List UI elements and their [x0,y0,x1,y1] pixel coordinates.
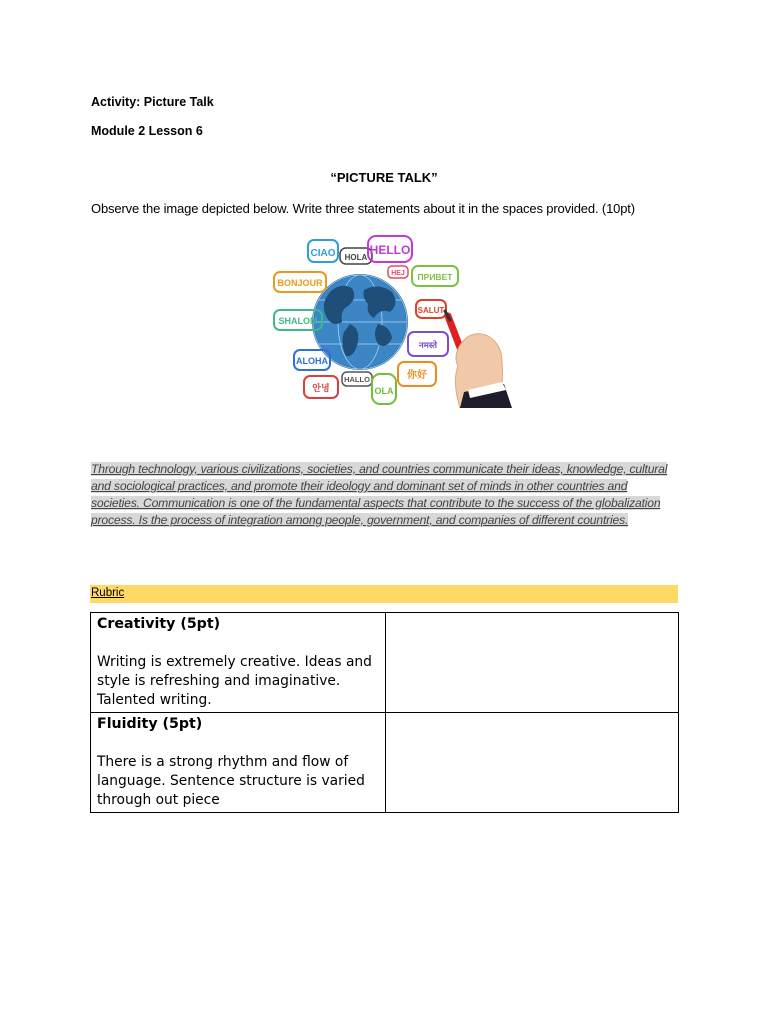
module-lesson-heading: Module 2 Lesson 6 [91,124,203,138]
greeting-word: 你好 [407,370,427,381]
answer-paragraph [91,461,671,529]
rubric-answer-cell[interactable] [385,613,679,713]
greeting-word: HELLO [369,243,411,257]
criterion-description: Writing is extremely creative. Ideas and style is refreshing and imaginative. Talented writing. [97,654,372,708]
criterion-title: Creativity (5pt) [97,616,221,632]
greeting-word: ALOHA [296,356,328,366]
table-row [91,713,679,813]
answer-text: Through technology, various civilizations, societies, and countries communicate their ideas, knowledge, cultural and sociological practices, and promote their ideology and dominant set of minds in other countries and societies. Communication is one of the fundamental aspects that contribute to the success of the globalization process. Is the process of integration among people, government, and companies of different countries. [91,462,668,527]
greeting-word: HALLO [344,375,370,384]
greeting-word: CIAO [310,248,336,259]
rubric-criterion-cell [91,713,386,813]
globe-icon [313,275,407,369]
criterion-title: Fluidity (5pt) [97,716,203,732]
greeting-word: SHALOM [278,316,318,326]
instructions-text: Observe the image depicted below. Write three statements about it in the spaces provided. (10pt) [91,201,635,216]
rubric-table [90,612,679,813]
greeting-word: HEJ [391,270,405,277]
greeting-word: HOLA [344,253,368,262]
table-row [91,613,679,713]
page-title: “PICTURE TALK” [330,170,438,185]
greeting-word: 안녕 [312,383,330,393]
greeting-word: नमस्ते [419,340,437,350]
rubric-answer-cell[interactable] [385,713,679,813]
criterion-description: There is a strong rhythm and flow of language. Sentence structure is varied through out piece [97,754,365,808]
activity-title: Activity: Picture Talk [91,95,214,109]
greeting-word: BONJOUR [277,278,323,288]
greeting-word: OLA [374,386,394,396]
rubric-criterion-cell [91,613,386,713]
rubric-label: Rubric [91,587,125,599]
rubric-header-bar [90,585,678,603]
globe-greetings-illustration [212,232,564,408]
greeting-word: ПРИВЕТ [417,272,453,282]
greeting-word: SALUT [417,306,445,315]
